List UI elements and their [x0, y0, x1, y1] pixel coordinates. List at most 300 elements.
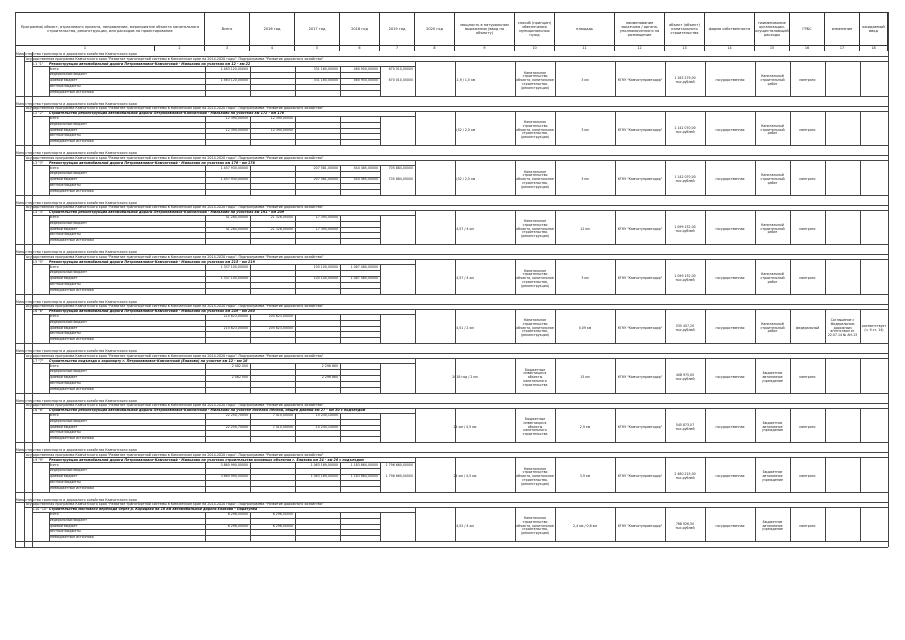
budget-value: 3 860 990,00000: [220, 474, 248, 479]
change-cell: [825, 413, 860, 442]
divider: [860, 259, 861, 294]
divider: [380, 67, 381, 96]
divider: [205, 314, 206, 343]
column-header: объект (объект) капитального строительства: [665, 12, 705, 45]
ministry-line: Министерство транспорта и дорожного хозяйства Камчатского края: [16, 151, 137, 155]
divider: [615, 408, 616, 443]
project-number: 1.9 "9": [32, 457, 44, 462]
divider: [49, 512, 50, 541]
divider: [665, 259, 666, 294]
divider: [665, 61, 666, 96]
budget-source-label: Федеральный бюджет: [49, 369, 87, 374]
budget-source-label: Всего: [49, 462, 59, 467]
budget-source-label: краевой бюджет: [49, 226, 78, 231]
budget-source-label: Федеральный бюджет: [49, 270, 87, 275]
ministry-line: Министерство транспорта и дорожного хозяйства Камчатского края: [16, 250, 137, 254]
divider: [250, 413, 251, 442]
divider: [825, 408, 826, 443]
budget-value: 7 410,00000: [272, 413, 293, 417]
capacity-cell: 4,52 / 2,5 км: [454, 127, 476, 132]
divider: [340, 265, 341, 294]
divider: [555, 457, 556, 492]
divider: [825, 457, 826, 492]
divider: [15, 393, 888, 394]
project-number: 1.10 "10": [32, 507, 48, 511]
divider: [665, 408, 666, 443]
budget-source-label: местные бюджеты: [49, 232, 81, 237]
project-number: 1.3 "3": [32, 160, 44, 165]
subprogram-line: Государственная программа Камчатского края "Развитие транспортной системы в Камчатском крае на 2014-2020 годы". Подпрограмма "Развитие дорожного хозяйства": [24, 155, 324, 160]
subprogram-line: Государственная программа Камчатского края "Развитие транспортной системы в Камчатском крае на 2014-2020 годы". Подпрограмма "Развитие дорожного хозяйства": [24, 56, 324, 61]
grbs-cell: минтранс: [799, 424, 816, 429]
divider: [205, 463, 206, 492]
object-cost-cell: 1 142 070,00 тыс.рублей: [674, 175, 696, 183]
budget-source-label: Всего: [49, 413, 59, 417]
divider: [415, 61, 416, 96]
divider: [415, 457, 416, 492]
divider: [455, 408, 456, 443]
grbs-cell: минтранс: [799, 78, 816, 83]
object-cost-cell: 535 407,20 тыс.рублей: [675, 323, 695, 332]
budget-value: 105 100,00000: [313, 276, 338, 281]
divider: [455, 507, 456, 542]
divider: [665, 111, 666, 146]
table-bottom-border: [15, 547, 888, 548]
divider: [825, 507, 826, 542]
budget-source-label: Всего: [49, 116, 59, 120]
divider: [755, 408, 756, 443]
divider: [790, 309, 791, 344]
column-header: наименование организации, осуществляющей расходы: [755, 12, 790, 45]
budget-source-label: внебюджетные источники: [49, 188, 94, 193]
divider: [205, 512, 206, 541]
organization-cell: Капитальный строительный работ: [760, 222, 785, 235]
object-cost-cell: 1 099 152,00 тыс.рублей: [674, 224, 696, 233]
divider: [15, 442, 888, 443]
ownership-cell: государственная: [715, 78, 745, 83]
ownership-cell: государственная: [715, 424, 745, 429]
capacity-cell: 4,52 / 2,5 км: [454, 177, 476, 182]
ministry-line: Министерство транспорта и дорожного хозяйства Камчатского края: [16, 52, 137, 56]
ministry-line: Министерство транспорта и дорожного хозяйства Камчатского края: [16, 398, 137, 403]
divider: [705, 309, 706, 344]
divider: [825, 259, 826, 294]
divider: [415, 358, 416, 393]
divider: [515, 408, 516, 443]
divider: [555, 358, 556, 393]
budget-value: 544 465,00000: [353, 165, 378, 170]
organization-cell: Бюджетное автономное учреждение: [762, 420, 783, 433]
divider: [455, 358, 456, 393]
expected-cell: [860, 463, 888, 492]
change-cell: Соглашение с Федеральным дорожным агентством от 22.07.14 № АН-13: [827, 318, 858, 338]
budget-value: 670 010,00000: [388, 66, 413, 71]
budget-source-label: Федеральный бюджет: [49, 418, 87, 423]
subprogram-line: Государственная программа Камчатского края "Развитие транспортной системы в Камчатском крае на 2014-2020 годы". Подпрограмма "Развитие дорожного хозяйства": [24, 205, 324, 209]
divider: [705, 61, 706, 96]
divider: [515, 61, 516, 96]
column-number: 17: [825, 45, 860, 51]
divider: [49, 463, 50, 492]
divider: [615, 160, 616, 195]
ownership-cell: государственная: [715, 523, 745, 528]
divider: [790, 408, 791, 443]
budget-value: 21 326,00000: [270, 226, 293, 231]
organization-cell: Капитальный строительный работ: [760, 74, 785, 86]
ministry-line: Министерство транспорта и дорожного хозяйства Камчатского края: [16, 448, 137, 452]
budget-source-label: краевой бюджет: [49, 424, 78, 429]
organization-cell: Капитальный строительный работ: [760, 272, 785, 284]
divider: [790, 457, 791, 492]
budget-value: 15 240,10000: [315, 413, 338, 417]
divider: [49, 215, 50, 244]
divider: [615, 358, 616, 393]
budget-value: 3 860 990,00000: [220, 462, 248, 467]
column-number: 2: [155, 45, 205, 51]
divider: [340, 67, 341, 96]
change-cell: [825, 265, 860, 294]
budget-value: 6 296,00000: [227, 512, 248, 516]
divider: [380, 314, 381, 343]
column-header: 2016 год: [250, 12, 295, 45]
divider: [415, 210, 416, 245]
column-header: Программа/ объект, отраслевого проекта, направление, мероприятие объекта капитального строительства, реконструкции, или расходов на проектирование: [15, 12, 205, 45]
organization-cell: Капитальный строительный работ: [760, 173, 785, 185]
column-number: 12: [615, 45, 665, 51]
budget-source-label: местные бюджеты: [49, 529, 81, 534]
expected-cell: [860, 166, 888, 195]
budget-source-label: краевой бюджет: [49, 177, 78, 182]
column-number: 10: [515, 45, 555, 51]
budget-source-label: внебюджетные источники: [49, 287, 94, 292]
divider: [250, 116, 251, 145]
budget-source-label: внебюджетные источники: [49, 436, 94, 441]
budget-source-label: местные бюджеты: [49, 182, 81, 187]
customer-cell: КГКУ "Камчатуправтодор": [617, 177, 663, 182]
divider: [615, 457, 616, 492]
project-number: 1.6 "6": [32, 309, 44, 313]
divider: [295, 463, 296, 492]
budget-value: 17 395,00000: [315, 226, 338, 231]
divider: [380, 413, 381, 442]
column-number: 16: [790, 45, 825, 51]
column-number: 15: [755, 45, 790, 51]
budget-source-label: Всего: [49, 512, 59, 516]
organization-cell: Капитальный строительный работ: [760, 321, 785, 334]
divider: [205, 215, 206, 244]
divider: [615, 259, 616, 294]
divider: [705, 408, 706, 443]
divider: [295, 364, 296, 393]
organization-cell: Капитальный строительный работ: [760, 123, 785, 136]
area-cell: 3,9 км: [579, 474, 591, 479]
divider: [205, 166, 206, 195]
column-number: 8: [415, 45, 455, 51]
expected-cell: соответствует (ч. 9 ст. 14): [861, 323, 887, 332]
budget-source-label: Всего: [49, 165, 59, 170]
change-cell: [825, 364, 860, 393]
divider: [15, 294, 888, 295]
area-cell: 3 км: [581, 127, 589, 132]
budget-value: 6 296,00000: [272, 523, 293, 528]
divider: [250, 463, 251, 492]
area-cell: 15 км: [580, 375, 590, 380]
budget-source-label: Федеральный бюджет: [49, 220, 87, 225]
project-number: 1.5 "5": [32, 259, 44, 264]
area-cell: 3 км: [581, 177, 589, 182]
budget-value: 2 082 000: [231, 363, 248, 368]
divider: [860, 309, 861, 344]
capacity-cell: 4,57 / 4 км: [456, 226, 474, 231]
capacity-cell: 2018 год / 2 км: [452, 375, 478, 380]
object-cost-cell: 768 926,50 тыс.рублей: [675, 521, 695, 530]
divider: [380, 215, 381, 244]
divider: [665, 358, 666, 393]
divider: [790, 61, 791, 96]
divider: [515, 111, 516, 146]
column-header: 2019 год: [380, 12, 415, 45]
procurement-method-cell: Капитальное строительство объекта, капитальное строительство, (реконструкция): [516, 318, 554, 338]
budget-source-label: местные бюджеты: [49, 380, 81, 385]
divider: [340, 166, 341, 195]
change-cell: [825, 67, 860, 96]
customer-cell: КГКУ "Камчатуправтодор": [617, 424, 663, 429]
subprogram-line: Государственная программа Камчатского края "Развитие транспортной системы в Камчатском крае на 2014-2020 годы". Подпрограмма "Развитие дорожного хозяйства": [24, 403, 324, 407]
grbs-cell: федеральный: [795, 325, 820, 330]
budget-source-label: Федеральный бюджет: [49, 72, 87, 77]
divider: [860, 210, 861, 245]
budget-value: 2 296 860: [321, 363, 338, 368]
budget-source-label: местные бюджеты: [49, 83, 81, 88]
customer-cell: КГКУ "Камчатуправтодор": [617, 375, 663, 380]
budget-value: 207 581,00000: [313, 165, 338, 170]
divider: [755, 61, 756, 96]
divider: [615, 210, 616, 245]
customer-cell: КГКУ "Камчатуправтодор": [617, 276, 663, 281]
capacity-cell: 24 км / 4,5 км: [453, 424, 477, 429]
customer-cell: КГКУ "Камчатуправтодор": [617, 226, 663, 231]
expected-cell: [860, 413, 888, 442]
budget-source-label: Всего: [49, 215, 59, 219]
budget-source-label: Всего: [49, 363, 59, 368]
divider: [455, 111, 456, 146]
investment-table: [15, 12, 888, 552]
ministry-line: Министерство транспорта и дорожного хозяйства Камчатского края: [16, 101, 137, 106]
divider: [295, 265, 296, 294]
area-cell: 2,9 км: [579, 424, 591, 429]
divider: [49, 265, 50, 294]
budget-value: 2 296 860: [321, 375, 338, 380]
column-number: 11: [555, 45, 615, 51]
divider: [615, 61, 616, 96]
divider: [49, 413, 50, 442]
ministry-line: Министерство транспорта и дорожного хозяйства Камчатского края: [16, 200, 137, 205]
column-header: способ (принцип) обеспечения муниципальных нужд: [515, 12, 555, 45]
budget-value: 41 280,00000: [225, 215, 248, 219]
budget-source-label: внебюджетные источники: [49, 337, 94, 342]
divider: [615, 111, 616, 146]
budget-value: 1 063 169,00000: [310, 474, 338, 479]
divider: [555, 507, 556, 542]
capacity-cell: 4,51 / 2 км: [456, 325, 474, 330]
procurement-method-cell: Бюджетные инвестиции в объекты капитального строительства: [522, 417, 548, 437]
ownership-cell: государственная: [715, 375, 745, 380]
divider: [15, 541, 888, 542]
divider: [49, 116, 50, 145]
budget-value: 705 884,00000: [388, 165, 413, 170]
budget-source-label: краевой бюджет: [49, 78, 78, 83]
column-number: 14: [705, 45, 755, 51]
change-cell: [825, 512, 860, 541]
subprogram-line: Государственная программа Камчатского края "Развитие транспортной системы в Камчатском крае на 2014-2020 годы". Подпрограмма "Развитие дорожного хозяйства": [24, 106, 324, 110]
divider: [455, 61, 456, 96]
ownership-cell: государственная: [715, 177, 745, 182]
divider: [49, 314, 50, 343]
budget-value: 6 296,00000: [227, 523, 248, 528]
divider: [205, 364, 206, 393]
divider: [825, 309, 826, 344]
ministry-line: Министерство транспорта и дорожного хозяйства Камчатского края: [16, 299, 137, 304]
object-cost-cell: 2 480 215,00 тыс.рублей: [674, 472, 696, 480]
budget-source-label: Всего: [49, 264, 59, 269]
divider: [860, 111, 861, 146]
column-header: форма собственности: [705, 12, 755, 45]
divider: [790, 111, 791, 146]
object-cost-cell: 1 142 070,00 тыс.рублей: [674, 125, 696, 134]
budget-value: 460 950,00000: [353, 66, 378, 71]
divider: [665, 160, 666, 195]
subprogram-line: Государственная программа Камчатского края "Развитие транспортной системы в Камчатском крае на 2014-2020 годы". Подпрограмма "Развитие дорожного хозяйства": [24, 502, 324, 506]
budget-source-label: краевой бюджет: [49, 276, 78, 281]
divider: [825, 210, 826, 245]
divider: [555, 160, 556, 195]
procurement-method-cell: Капитальное строительство объекта, капитальное строительство, (реконструкция): [516, 169, 554, 189]
budget-source-label: местные бюджеты: [49, 331, 81, 336]
divider: [455, 309, 456, 344]
budget-value: 15 240,10000: [315, 424, 338, 429]
divider: [250, 512, 251, 541]
budget-value: 331 160,00000: [313, 78, 338, 83]
budget-value: 670 010,00000: [388, 78, 413, 83]
divider: [755, 259, 756, 294]
divider: [415, 259, 416, 294]
divider: [295, 116, 296, 145]
procurement-method-cell: Капитальное строительство объекта, капитальное строительство, (реконструкция): [516, 219, 554, 239]
budget-value: 1 087 460,00000: [350, 264, 378, 269]
divider: [755, 210, 756, 245]
budget-value: 215 623,00000: [223, 314, 248, 318]
divider: [790, 507, 791, 542]
project-number: 1.7 "7": [32, 358, 44, 363]
organization-cell: Бюджетное автономное учреждение: [762, 371, 783, 383]
change-cell: [825, 116, 860, 145]
divider: [515, 507, 516, 542]
divider: [295, 413, 296, 442]
divider: [455, 160, 456, 195]
column-header: ожидаемый ввод: [860, 12, 888, 45]
budget-source-label: Федеральный бюджет: [49, 468, 87, 473]
budget-value: 1 063 169,00000: [310, 462, 338, 467]
budget-source-label: внебюджетные источники: [49, 238, 94, 243]
customer-cell: КГКУ "Камчатуправтодор": [617, 325, 663, 330]
divider: [32, 52, 33, 547]
subprogram-line: Государственная программа Камчатского края "Развитие транспортной системы в Камчатском крае на 2014-2020 годы". Подпрограмма "Развитие дорожного хозяйства": [24, 353, 324, 358]
column-header: 2020 год: [415, 12, 455, 45]
divider: [455, 210, 456, 245]
budget-source-label: краевой бюджет: [49, 127, 78, 132]
divider: [340, 512, 341, 541]
budget-source-label: краевой бюджет: [49, 325, 78, 330]
budget-source-label: Федеральный бюджет: [49, 171, 87, 176]
divider: [615, 507, 616, 542]
budget-source-label: внебюджетные источники: [49, 89, 94, 94]
divider: [250, 364, 251, 393]
object-cost-cell: 408 975,00 тыс.рублей: [675, 373, 695, 381]
divider: [825, 160, 826, 195]
divider: [295, 215, 296, 244]
object-cost-cell: 1 163 279,00 тыс.рублей: [674, 76, 696, 84]
divider: [295, 166, 296, 195]
budget-value: 460 950,00000: [353, 78, 378, 83]
budget-source-label: внебюджетные источники: [49, 386, 94, 391]
expected-cell: [860, 512, 888, 541]
budget-value: 12 390,00000: [270, 116, 293, 120]
column-number: 5: [295, 45, 340, 51]
divider: [555, 210, 556, 245]
divider: [24, 52, 25, 547]
column-number: 6: [340, 45, 380, 51]
table-left-border: [15, 12, 16, 547]
divider: [205, 265, 206, 294]
customer-cell: КГКУ "Камчатуправтодор": [617, 474, 663, 479]
divider: [49, 364, 50, 393]
column-number: 3: [205, 45, 250, 51]
budget-source-label: краевой бюджет: [49, 523, 78, 528]
divider: [665, 309, 666, 344]
expected-cell: [860, 67, 888, 96]
divider: [515, 160, 516, 195]
project-number: 1.4 "4": [32, 210, 44, 214]
divider: [860, 160, 861, 195]
column-header: изменение: [825, 12, 860, 45]
budget-source-label: внебюджетные источники: [49, 535, 94, 540]
divider: [790, 160, 791, 195]
area-cell: 0,09 км: [578, 325, 592, 330]
budget-value: 544 465,00000: [353, 177, 378, 182]
capacity-cell: 11,9 / 1,5 км: [454, 78, 476, 83]
expected-cell: [860, 116, 888, 145]
divider: [615, 309, 616, 344]
project-number: 1.1 "1": [32, 61, 44, 66]
divider: [790, 210, 791, 245]
budget-value: 1 183 864,00000: [350, 474, 378, 479]
procurement-method-cell: Капитальное строительство объекта, капитальное строительство, (реконструкция): [516, 268, 554, 288]
column-number: 1: [15, 45, 155, 51]
divider: [555, 309, 556, 344]
divider: [340, 215, 341, 244]
area-cell: 3 км: [581, 276, 589, 281]
divider: [415, 507, 416, 542]
budget-value: 331 160,00000: [313, 66, 338, 71]
capacity-cell: 4,52 / 4 км: [456, 523, 474, 528]
change-cell: [825, 215, 860, 244]
budget-value: 215 623,00000: [223, 325, 248, 330]
divider: [250, 67, 251, 96]
budget-value: 6 296,00000: [272, 512, 293, 516]
column-header: ГРБС: [790, 12, 825, 45]
budget-source-label: местные бюджеты: [49, 430, 81, 435]
customer-cell: КГКУ "Камчатуправтодор": [617, 523, 663, 528]
